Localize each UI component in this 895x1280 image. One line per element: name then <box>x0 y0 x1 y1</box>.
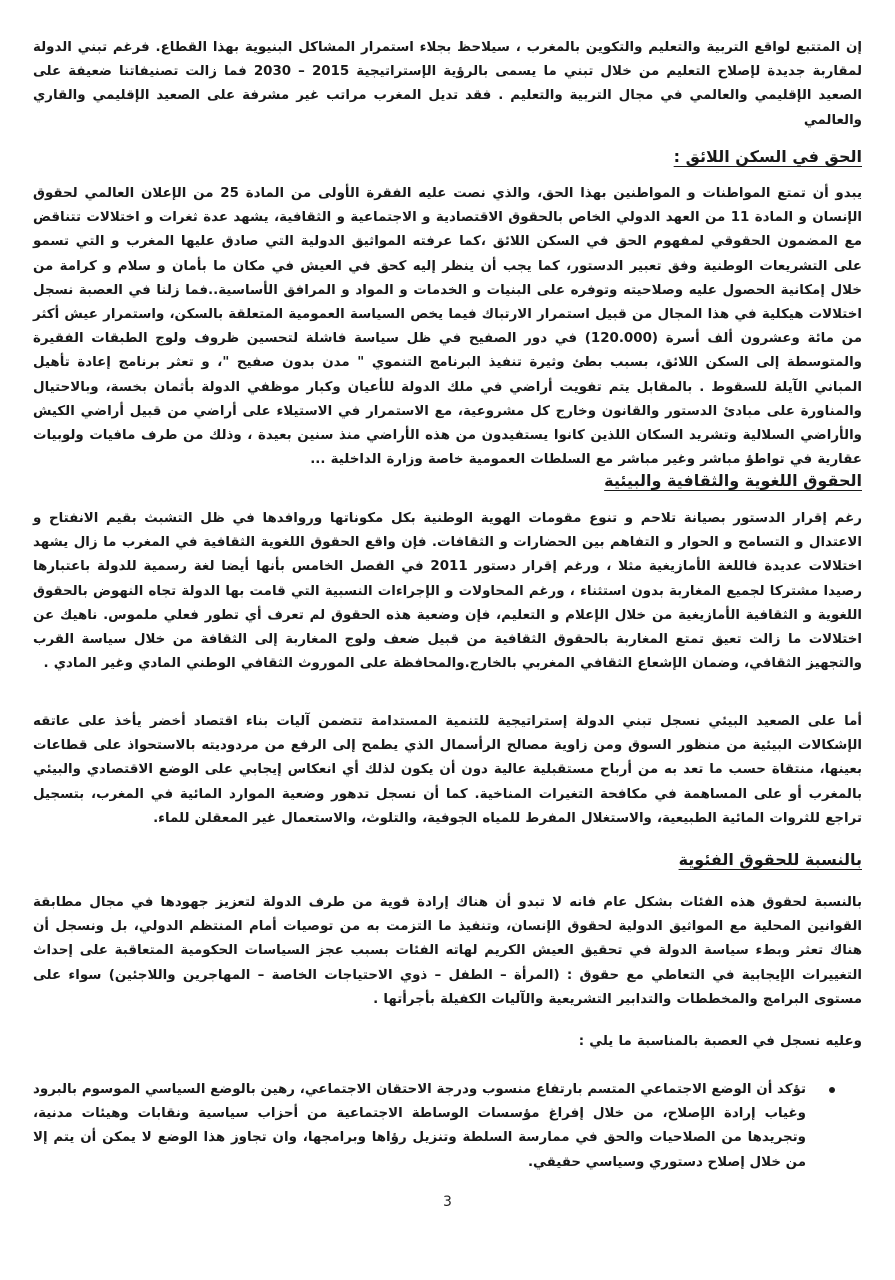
paragraph-environmental-rights: أما على الصعيد البيئي نسجل تبني الدولة إستراتيجية للتنمية المستدامة تتضمن آليات بناء اقتصاد أخضر يأخذ على عاتقه الإشكالات البيئية من منظور السوق ومن زاوية مصالح الرأسمال الذي يطمح إلى الرفع من مردوديته بالاستحواذ على قطاعات بعينها، منتقاة حسب ما تعد به من أرباح مستقبلية عالية دون أن يكون لذلك أي انعكاس إيجابي على الوضع الاقتصادي والبيئي بالمغرب أو على المساهمة في مكافحة التغيرات المناخية. كما أن نسجل تدهور وضعية الموارد المائية في المغرب، بتسجيل تراجع للثروات المائية الطبيعية، والاستغلال المفرط للمياه الجوفية، والتلوث، والاستعمال غير المعقلن للماء. <box>33 714 862 826</box>
heading-linguistic-cultural-environmental-rights: الحقوق اللغوية والثقافية والبيئية <box>604 471 862 490</box>
list-item-text: تؤكد أن الوضع الاجتماعي المتسم بارتفاع منسوب ودرجة الاحتقان الاجتماعي، رهين بالوضع السياسي الموسوم بالبرود وغياب إرادة الإصلاح، من خلال إفراغ مؤسسات الوساطة الاجتماعية من أحزاب سياسية ونقابات وهيئات مدنية، وتجريدها من الصلاحيات والحق في ممارسة السلطة وتنزيل رؤاها وبرامجها، وان تجاوز هذا الوضع لا يمكن أن يتم إلا من خلال إصلاح دستوري وسياسي حقيقي. <box>33 1082 806 1170</box>
heading-categorical-rights: بالنسبة للحقوق الفئوية <box>678 850 862 869</box>
paragraph-categorical-rights: بالنسبة لحقوق هذه الفئات بشكل عام فانه لا تبدو أن هناك إرادة قوية من طرف الدولة لتعزيز جهودها في مجال مطابقة القوانين المحلية مع المواثيق الدولية لحقوق الإنسان، وتنفيذ ما التزمت به من توصيات أمام المنتظم الدولي، بل ونسجل أن هناك تعثر وبطء سياسة الدولة في تحقيق العيش الكريم لهاته الفئات بسبب عجز السياسات الحكومية المتعاقبة على إحداث التغييرات الإيجابية في التعاطي مع حقوق : (المرأة – الطفل – ذوي الاحتياجات الخاصة – المهاجرين واللاجئين) سواء على مستوى البرامج والمخططات والتدابير التشريعية والآليات الكفيلة بأجرأتها . <box>33 895 862 1007</box>
paragraph-housing-rights: يبدو أن تمتع المواطنات و المواطنين بهذا الحق، والذي نصت عليه الفقرة الأولى من المادة 25 من الإعلان العالمي لحقوق الإنسان و المادة 11 من العهد الدولي الخاص بالحقوق الاقتصادية و الاجتماعية و الثقافية، يشهد عدة ثغرات و اختلالات تتناقض مع المضمون الحقوقي لمفهوم الحق في السكن اللائق ،كما عرفته المواثيق الدولية التي صادق عليها المغرب و التي تسمو على التشريعات الوطنية وفق تعبير الدستور، كما يجب أن ينظر إليه كحق في العيش في مكان ما بأمان و سلام و كرامة من خلال إمكانية الحصول عليه وصلاحيته وتوفره على البنيات و الخدمات و المواد و المرافق الأساسية..فما زلنا في العصبة نسجل اختلالات هيكلية في هذا المجال من قبيل استمرار الارتباك فيما يخص السياسة العمومية المتعلقة بالسكن، واستمرار عيش أكثر من مائة وعشرون ألف أسرة (120.000) في دور الصفيح في ظل سياسة فاشلة لتحسين ظروف ولوج الطبقات الفقيرة والمتوسطة إلى السكن اللائق، بسبب بطئ وثيرة تنفيذ البرنامج التنموي " مدن بدون صفيح "، و تعثر برنامج إعادة تأهيل المباني الآيلة للسقوط . بالمقابل يتم تفويت أراضي في ملك الدولة للأعيان وكبار موظفي الدولة بأثمان بخسة، وبالاحتيال والمناورة على مبادئ الدستور والقانون وخارج كل مشروعية، مع الاستمرار في الاستيلاء على أراضي من قبيل أراضي الكيش والأراضي السلالية وتشريد السكان اللذين كانوا يستفيدون من هذه الأراضي منذ سنين بعيدة ، وذلك من طرف مافيات ولوبيات عقارية في تواطؤ مباشر وغير مباشر مع السلطات العمومية خاصة وزارة الداخلية ... <box>33 186 863 468</box>
paragraph-linguistic-cultural-rights: رغم إقرار الدستور بصيانة تلاحم و تنوع مقومات الهوية الوطنية بكل مكوناتها وروافدها في ظل التشبث بقيم الانفتاح و الاعتدال و التسامح و الحوار و التفاهم بين الحضارات و الثقافات. فإن واقع الحقوق اللغوية الثقافية في المغرب ما زال يشهد اختلالات عديدة فاللغة الأمازيغية مثلا ، ورغم إقرار دستور 2011 في الفصل الخامس بأنها أيضا لغة رسمية للدولة باعتبارها رصيدا مشتركا لجميع المغاربة بدون استثناء ، ورغم المحاولات و الإجراءات النسبية التي قامت بها الدولة تجاه النهوض بالحقوق اللغوية و الثقافية الأمازيغية من خلال الإعلام و التعليم، فإن وضعية هذه الحقوق لم تعرف أي تطور فعلي ملموس. ناهيك عن اختلالات ما زالت تعيق تمتع المغاربة بالحقوق الثقافية من قبيل ضعف ولوج المغاربة إلى الثقافة من خلال سياسة القرب والتجهيز الثقافي، وضمان الإشعاع الثقافي المغربي بالخارج.والمحافظة على الموروث الثقافي الوطني المادي وغير المادي . <box>33 511 862 672</box>
intro-paragraph: إن المتتبع لواقع التربية والتعليم والتكوين بالمغرب ، سيلاحظ بجلاء استمرار المشاكل البنيوية بهذا القطاع. فرغم تبني الدولة لمقاربة جديدة لإصلاح التعليم من خلال تبني ما يسمى بالرؤية الإستراتيجية 2015 – 2030 فما زالت تصنيفاتنا ضعيفة على الصعيد الإقليمي والعالمي في مجال التربية والتعليم . فقد تديل المغرب مراتب غير مشرفة على الصعيد الإقليمي والقاري والعالمي <box>33 40 862 128</box>
paragraph-conclusion-intro: وعليه نسجل في العصبة بالمناسبة ما يلي : <box>578 1034 862 1049</box>
conclusions-list <box>33 1078 862 1175</box>
list-item <box>33 1078 862 1175</box>
bullet-icon <box>829 1087 835 1093</box>
page-number: 3 <box>443 1194 452 1210</box>
heading-housing-rights: الحق في السكن اللائق : <box>673 147 862 166</box>
